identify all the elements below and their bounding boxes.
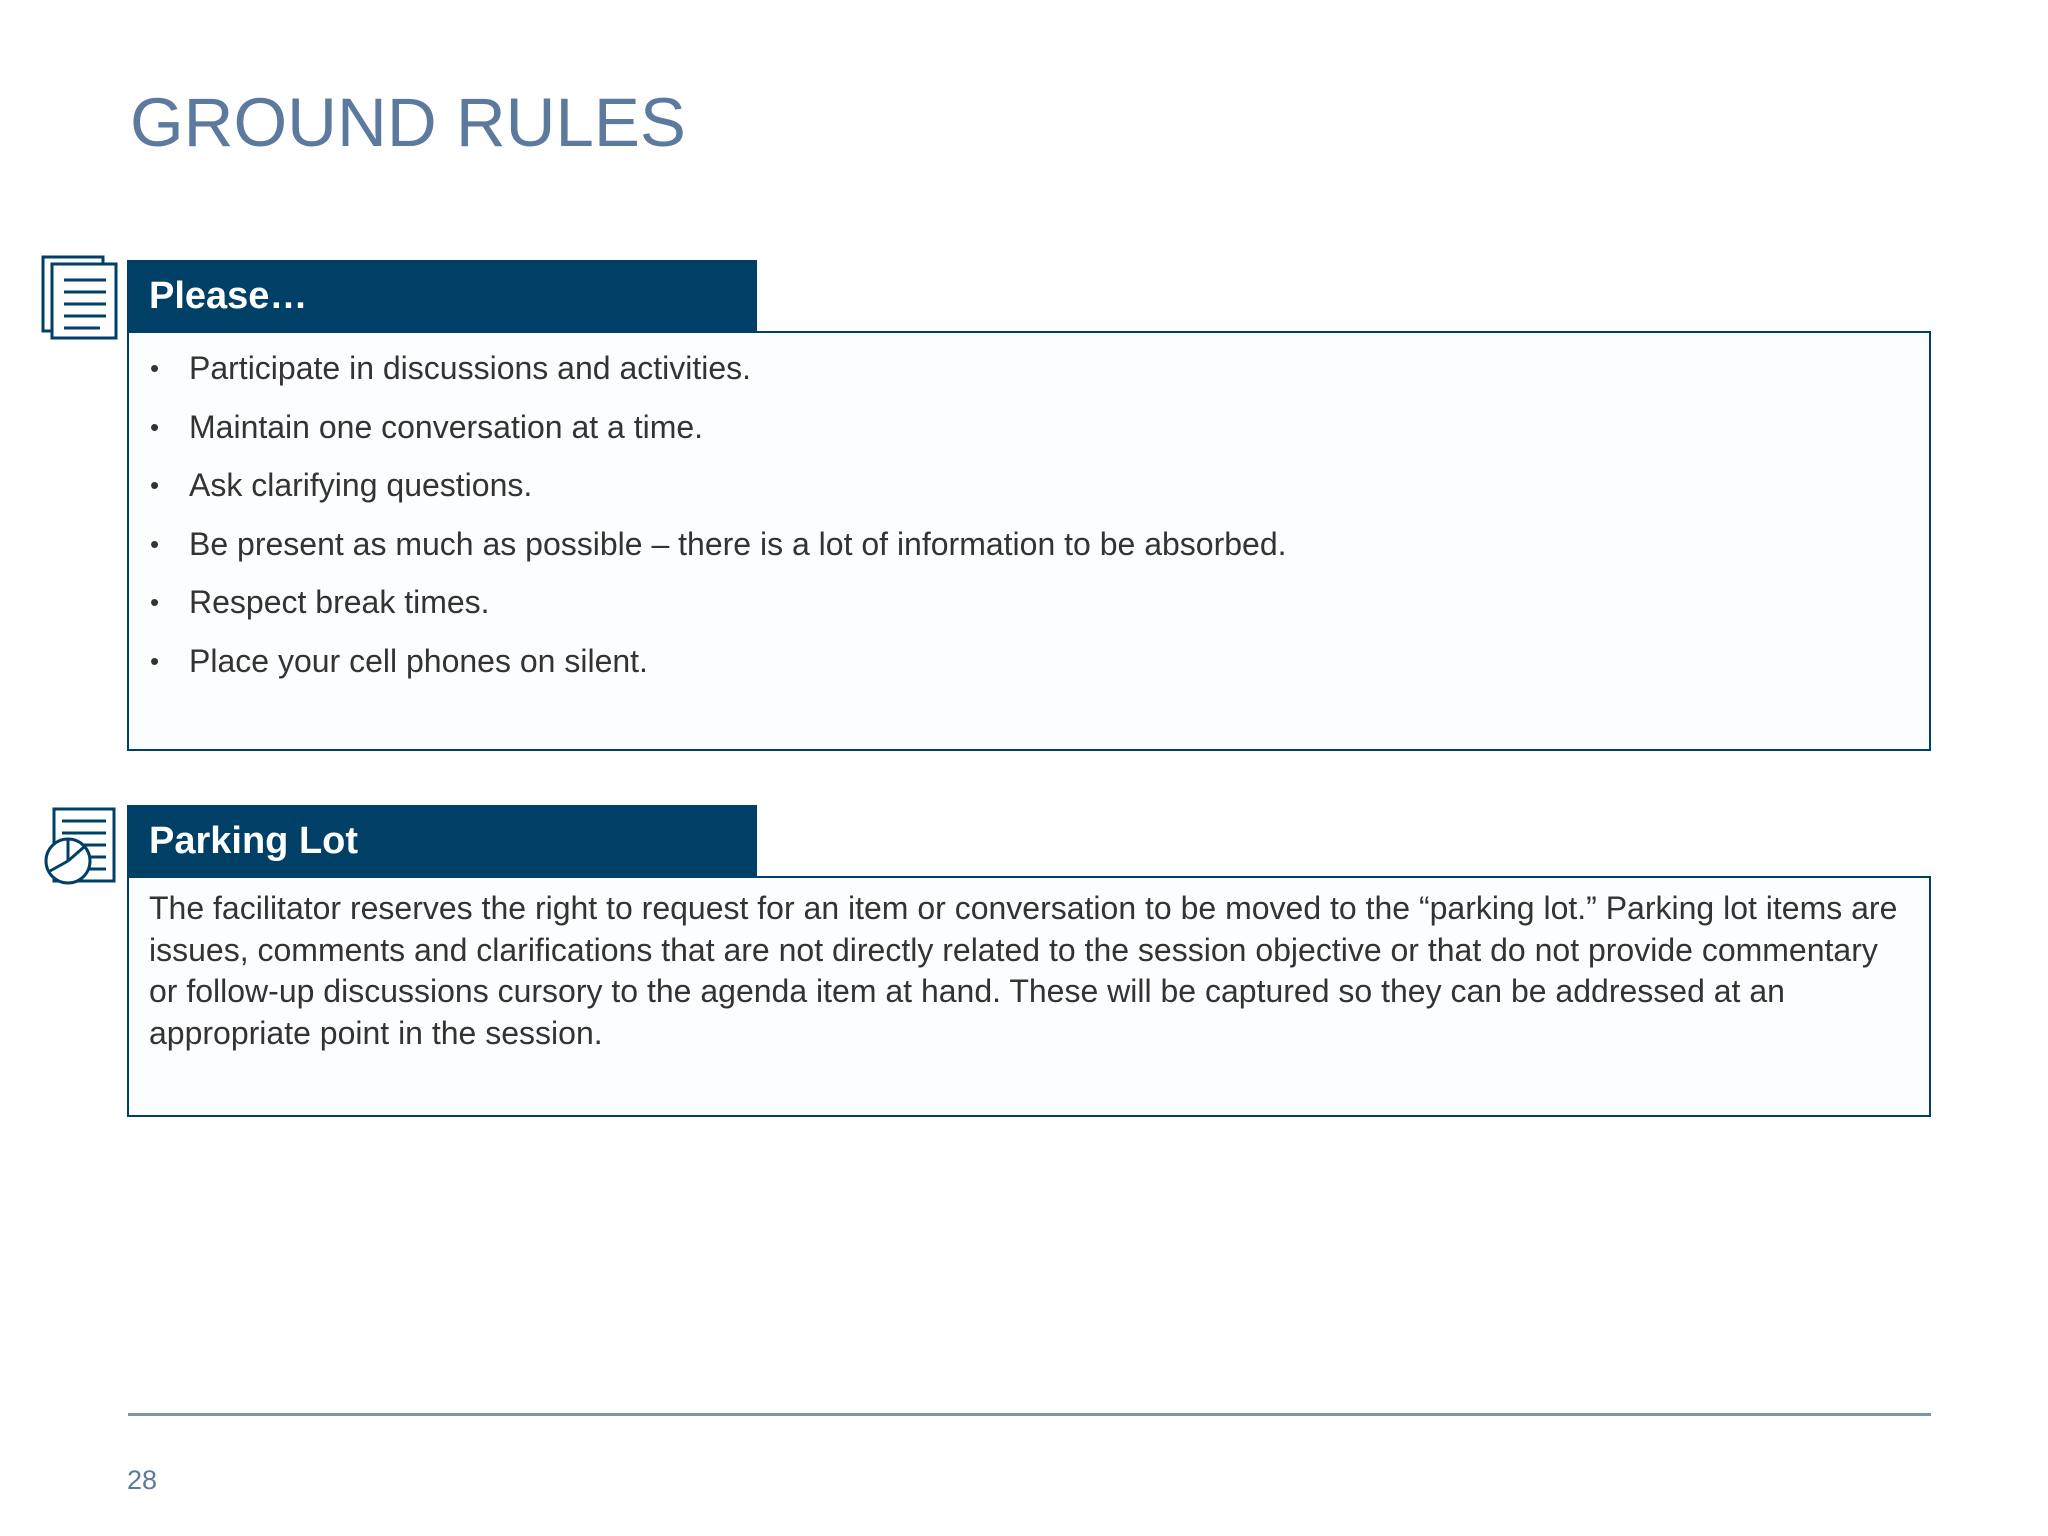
parking-lot-text: The facilitator reserves the right to request for an item or conversation to be moved to the “parking lot.” Parking lot items are issues, comments and clarifications that are not directly related to the session objective or that do not provide commentary or follow-up discussions cursory to the agenda item at hand. These will be captured so they can be addressed at an appropriate point in the session. [149, 890, 1898, 1051]
bullet-marker: • [150, 645, 160, 676]
please-list [150, 339, 1287, 690]
footer-divider [128, 1413, 1931, 1416]
parking-lot-box [127, 876, 1931, 1117]
please-heading: Please… [149, 275, 308, 317]
bullet-marker: • [150, 353, 160, 383]
bullet-marker: • [150, 587, 160, 617]
list-item-text: Respect break times. [189, 584, 490, 620]
list-item [150, 398, 1287, 457]
list-item [150, 573, 1287, 632]
document-list-icon [40, 254, 120, 347]
list-item-text: Maintain one conversation at a time. [189, 408, 704, 445]
report-chart-icon [40, 805, 120, 892]
parking-lot-heading: Parking Lot [149, 820, 359, 862]
list-item-text: Place your cell phones on silent. [189, 642, 648, 679]
list-item [150, 456, 1287, 515]
list-item [150, 515, 1287, 574]
please-header [127, 260, 757, 333]
page-number: 28 [127, 1465, 158, 1495]
bullet-marker: • [150, 528, 160, 559]
list-item-text: Ask clarifying questions. [189, 467, 533, 503]
slide-title: GROUND RULES [130, 84, 686, 161]
parking-lot-header [127, 805, 757, 878]
list-item [150, 339, 1287, 398]
bullet-marker: • [150, 411, 160, 442]
list-item-text: Be present as much as possible – there is a lot of information to be absorbed. [189, 525, 1287, 562]
list-item-text: Participate in discussions and activities. [189, 350, 752, 386]
bullet-marker: • [150, 470, 160, 500]
list-item [150, 632, 1287, 691]
please-box [127, 331, 1931, 751]
